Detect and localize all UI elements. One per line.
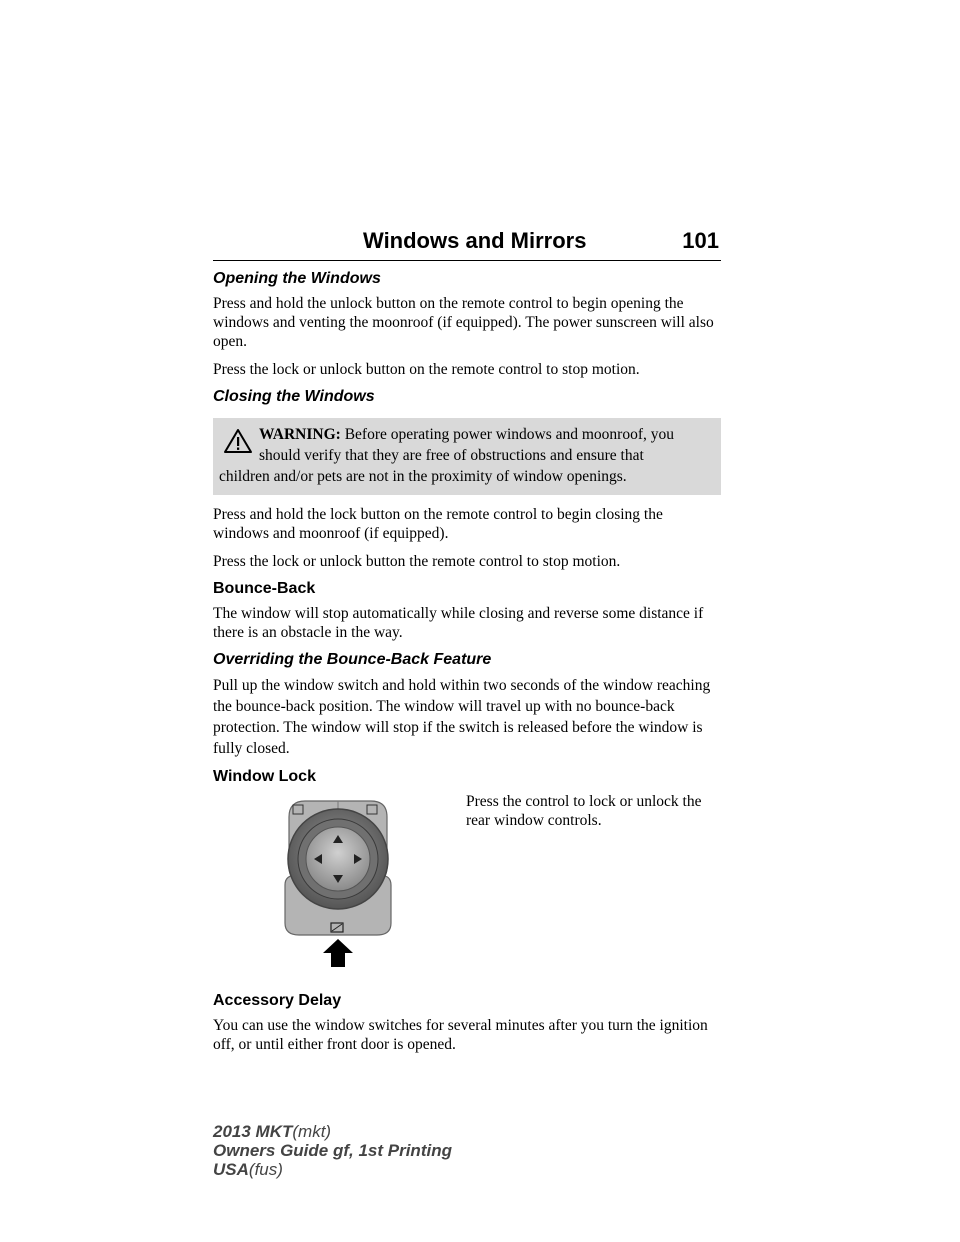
heading-accessory-delay: Accessory Delay (213, 992, 342, 1009)
page-number: 101 (682, 228, 719, 253)
footer-market: USA (213, 1160, 249, 1179)
paragraph-accessory-delay: You can use the window switches for several minutes after you turn the ignition off, or until either front door is opened. (213, 1017, 708, 1053)
footer-line-3 (213, 1160, 452, 1179)
footer-market-code: (fus) (248, 1160, 283, 1179)
footer-model-code: (mkt) (292, 1122, 332, 1141)
paragraph-closing-1: Press and hold the lock button on the remote control to begin closing the windows and moonroof (if equipped). (213, 506, 663, 542)
warning-line-3: children and/or pets are not in the proximity of window openings. (219, 468, 627, 485)
page-footer (213, 1122, 452, 1179)
paragraph-opening-1: Press and hold the unlock button on the remote control to begin opening the windows and venting the moonroof (if equipped). The power sunscreen will also open. (213, 295, 714, 350)
paragraph-closing-2: Press the lock or unlock button the remote control to stop motion. (213, 553, 621, 570)
warning-triangle-icon (223, 428, 253, 454)
heading-overriding-bounce-back: Overriding the Bounce-Back Feature (213, 651, 492, 668)
paragraph-bounce-back: The window will stop automatically while closing and reverse some distance if there is an obstacle in the way. (213, 605, 704, 641)
footer-model: 2013 MKT (213, 1122, 293, 1141)
warning-text-1: Before operating power windows and moonroof, you (344, 426, 674, 443)
arrow-up-icon (323, 939, 353, 967)
warning-label: WARNING: (259, 426, 341, 443)
heading-bounce-back: Bounce-Back (213, 580, 316, 597)
heading-window-lock: Window Lock (213, 768, 316, 785)
footer-line-1 (213, 1122, 452, 1141)
page-header (213, 228, 721, 261)
warning-line-1 (219, 424, 715, 445)
footer-line-2: Owners Guide gf, 1st Printing (213, 1141, 452, 1160)
paragraph-opening-2: Press the lock or unlock button on the remote control to stop motion. (213, 361, 640, 378)
warning-box (213, 418, 721, 495)
window-lock-switch-illustration (283, 797, 393, 967)
page-title: Windows and Mirrors (363, 228, 587, 253)
paragraph-window-lock: Press the control to lock or unlock the rear window controls. (466, 793, 702, 829)
warning-line-2: should verify that they are free of obstructions and ensure that (259, 447, 644, 464)
heading-closing-windows: Closing the Windows (213, 388, 375, 405)
page-content (213, 270, 721, 1063)
paragraph-overriding: Pull up the window switch and hold within two seconds of the window reaching the bounce-back position. The window will travel up with no bounce-back protection. The window will stop if the switch is released before the window is fully closed. (213, 677, 711, 757)
heading-opening-windows: Opening the Windows (213, 270, 381, 287)
window-lock-block (213, 792, 721, 992)
